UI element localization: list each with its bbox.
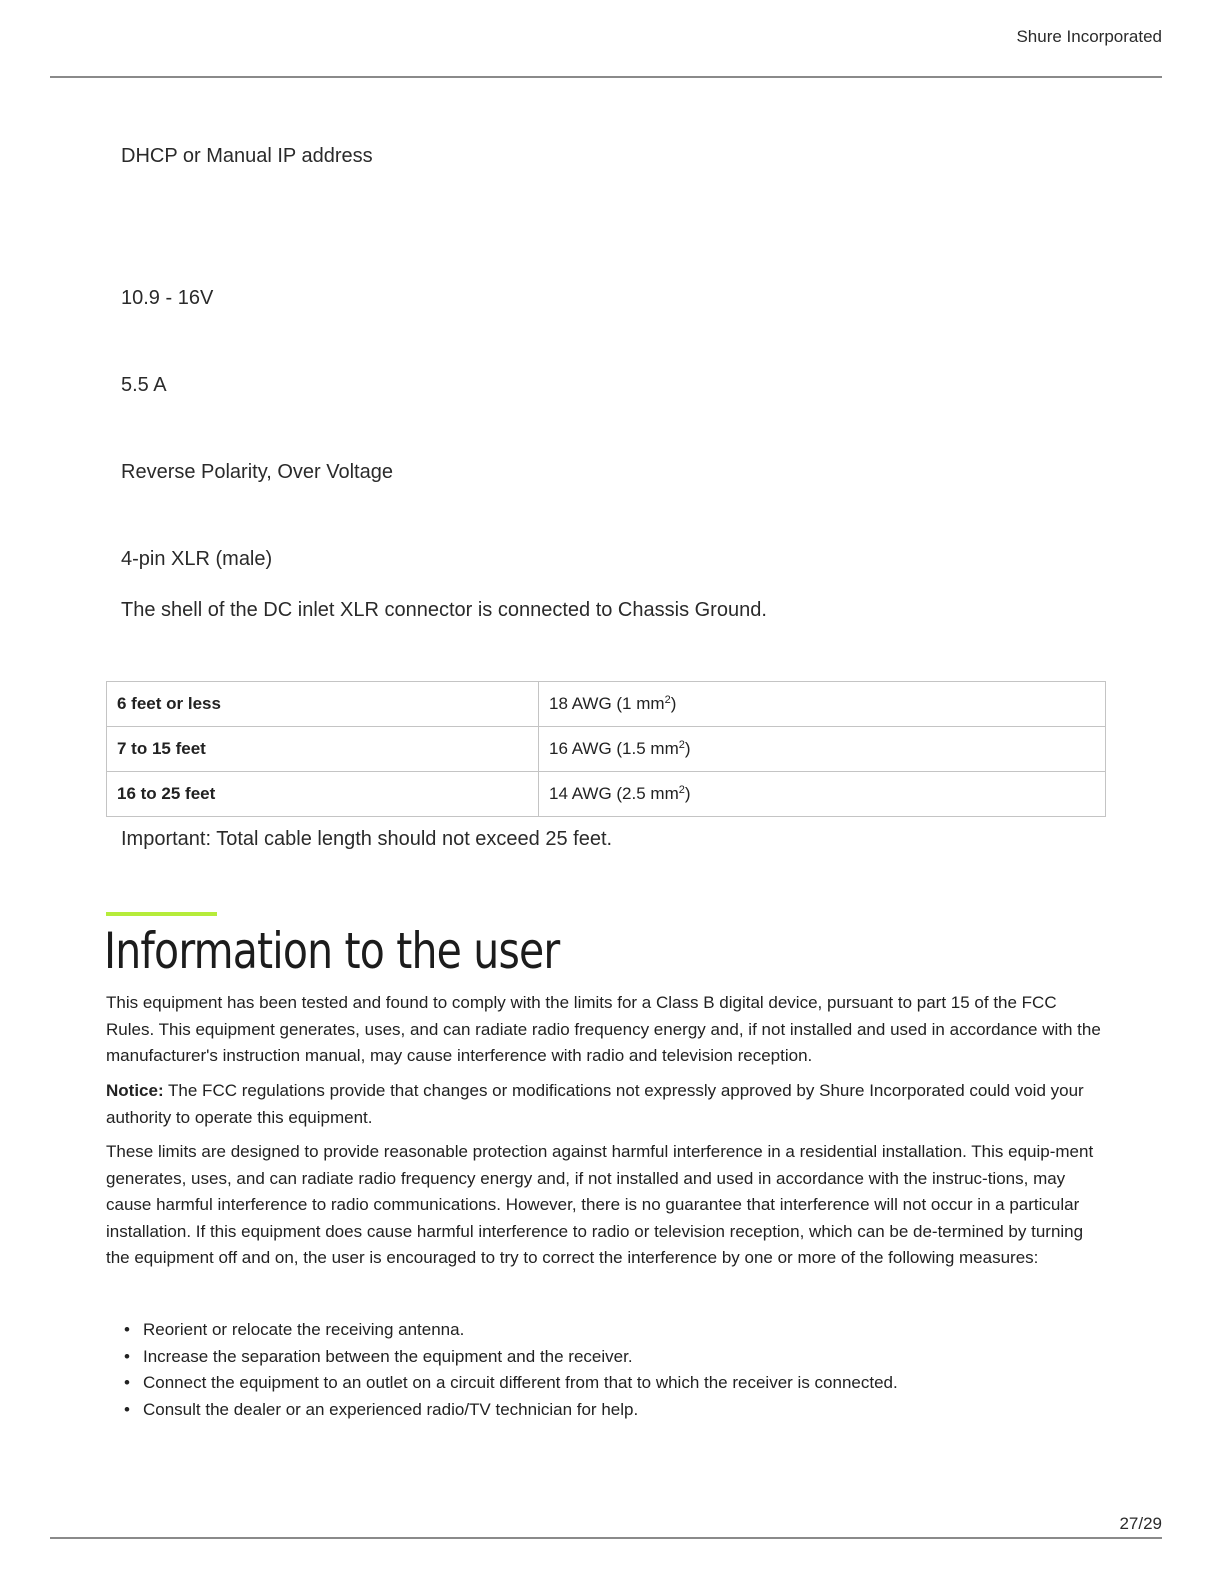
paren-close: ): [684, 784, 691, 803]
superscript: 2: [678, 784, 685, 796]
measures-list: [106, 1317, 1106, 1423]
page-number: 27/29: [1119, 1514, 1162, 1533]
cable-length-cell: 16 to 25 feet: [107, 772, 539, 817]
superscript: 2: [664, 694, 671, 706]
section-accent-bar: [106, 912, 217, 916]
spec-protection: Reverse Polarity, Over Voltage: [121, 461, 393, 483]
table-row: [107, 772, 1106, 817]
footer-rule: [50, 1537, 1162, 1539]
list-item: [106, 1370, 1106, 1397]
spec-ground-note: The shell of the DC inlet XLR connector is connected to Chassis Ground.: [121, 599, 767, 621]
wire-gauge-cell: [539, 772, 1106, 817]
table-row: [107, 682, 1106, 727]
bullet: •: [124, 1399, 130, 1419]
paren-close: ): [684, 739, 691, 758]
wire-gauge-cell: [539, 727, 1106, 772]
cable-length-cell: 7 to 15 feet: [107, 727, 539, 772]
list-item: [106, 1344, 1106, 1371]
list-item: [106, 1317, 1106, 1344]
spec-current: 5.5 A: [121, 374, 167, 396]
cable-gauge-table: [106, 681, 1106, 817]
spec-voltage: 10.9 - 16V: [121, 287, 214, 309]
header-company: Shure Incorporated: [1016, 27, 1162, 46]
section-title: Information to the user: [104, 922, 560, 980]
header-rule: [50, 76, 1162, 78]
wire-gauge-text: 14 AWG (2.5 mm: [549, 784, 679, 803]
notice-label: Notice:: [106, 1081, 164, 1100]
spec-connector: 4-pin XLR (male): [121, 548, 273, 570]
list-item-text: Increase the separation between the equipment and the receiver.: [143, 1346, 633, 1366]
cable-length-cell: 6 feet or less: [107, 682, 539, 727]
notice-paragraph: [106, 1078, 1106, 1131]
bullet: •: [124, 1346, 130, 1366]
spec-network-addressing: DHCP or Manual IP address: [121, 145, 373, 167]
superscript: 2: [678, 739, 685, 751]
list-item-text: Reorient or relocate the receiving antenna.: [143, 1320, 465, 1339]
paren-close: ): [670, 694, 677, 713]
list-item-text: Connect the equipment to an outlet on a circuit different from that to which the receiver is connected.: [143, 1373, 898, 1393]
bullet: •: [124, 1320, 130, 1339]
important-note: Important: Total cable length should not exceed 25 feet.: [121, 828, 613, 850]
table-row: [107, 727, 1106, 772]
limits-paragraph: These limits are designed to provide reasonable protection against harmful interference in a residential installation. This equip-ment generates, uses, and can radiate radio frequency energy and, if not installed and used in accordance with the instruc-tions, may cause harmful interference to radio communications. However, there is no guarantee that interference will not occur in a particular installation. If this equipment does cause harmful interference to radio or television reception, which can be de-termined by turning the equipment off and on, the user is encouraged to try to correct the interference by one or more of the following measures:: [106, 1142, 1094, 1268]
fcc-compliance-paragraph: This equipment has been tested and found to comply with the limits for a Class B digital device, pursuant to part 15 of the FCC Rules. This equipment generates, uses, and can radiate radio frequency energy and, if not installed and used in accordance with the manufacturer's instruction manual, may cause interference with radio and television reception.: [106, 993, 1101, 1066]
wire-gauge-text: 16 AWG (1.5 mm: [549, 739, 679, 758]
wire-gauge-cell: [539, 682, 1106, 727]
list-item: [106, 1397, 1106, 1424]
list-item-text: Consult the dealer or an experienced radio/TV technician for help.: [143, 1399, 639, 1419]
bullet: •: [124, 1373, 130, 1393]
notice-text: The FCC regulations provide that changes or modifications not expressly approved by Shure Incorporated could void your authority to operate this equipment.: [106, 1081, 1084, 1127]
wire-gauge-text: 18 AWG (1 mm: [549, 694, 665, 713]
